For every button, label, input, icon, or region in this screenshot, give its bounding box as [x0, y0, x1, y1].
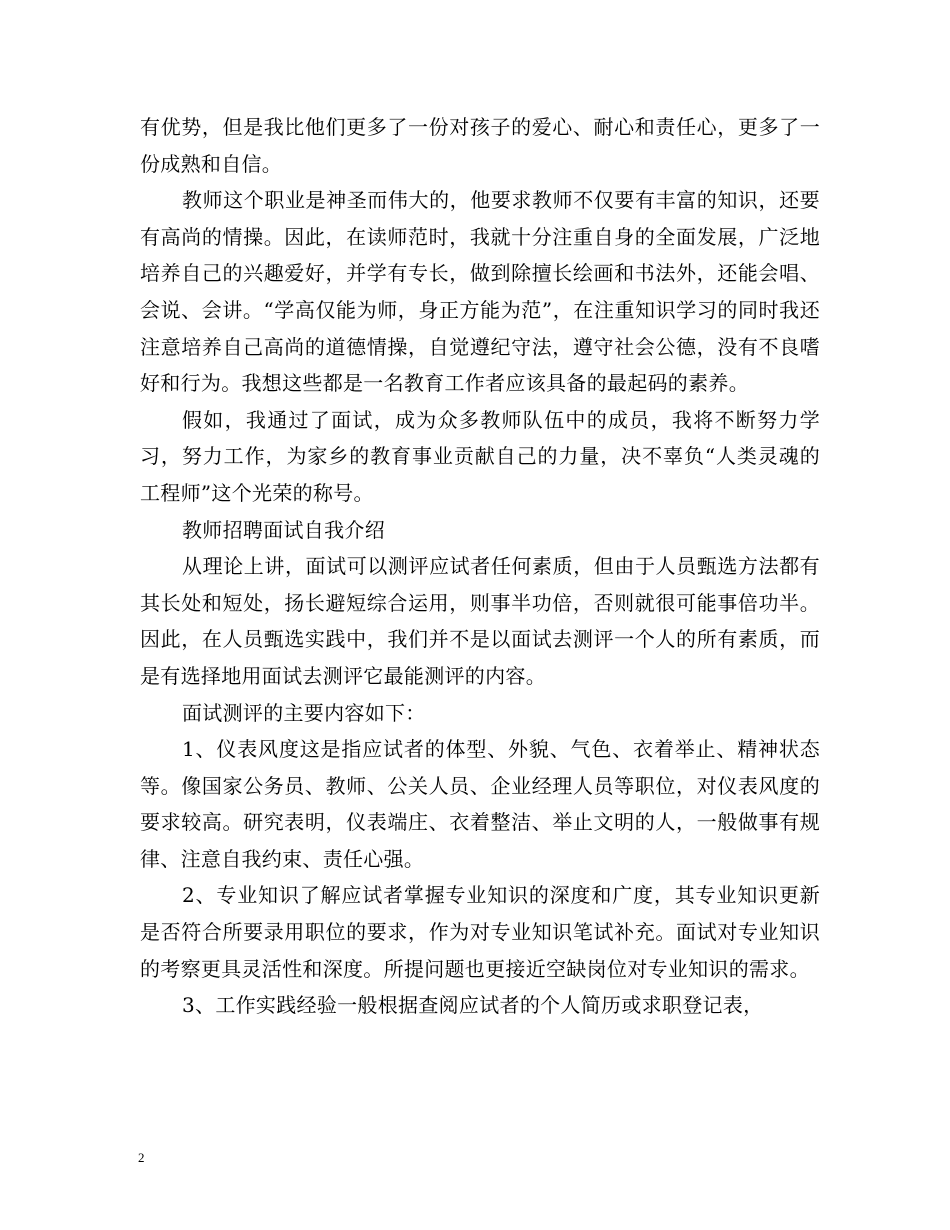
paragraph-1: 有优势，但是我比他们更多了一份对孩子的爱心、耐心和责任心，更多了一份成熟和自信。	[140, 115, 820, 176]
paragraph-3: 假如，我通过了面试，成为众多教师队伍中的成员，我将不断努力学习，努力工作，为家乡的教育事业贡献自己的力量，决不辜负“人类灵魂的工程师”这个光荣的称号。	[140, 407, 820, 505]
paragraph-7: 1、仪表风度这是指应试者的体型、外貌、气色、衣着举止、精神状态等。像国家公务员、教师、公关人员、企业经理人员等职位，对仪表风度的要求较高。研究表明，仪表端庄、衣着整洁、举止文明的人，一般做事有规律、注意自我约束、责任心强。	[140, 737, 820, 871]
paragraph-6: 面试测评的主要内容如下：	[182, 700, 426, 725]
paragraph-5: 从理论上讲，面试可以测评应试者任何素质，但由于人员甄选方法都有其长处和短处，扬长避短综合运用，则事半功倍，否则就很可能事倍功半。因此，在人员甄选实践中，我们并不是以面试去测评一个人的所有素质，而是有选择地用面试去测评它最能测评的内容。	[140, 554, 820, 688]
paragraph-2: 教师这个职业是神圣而伟大的，他要求教师不仅要有丰富的知识，还要有高尚的情操。因此，在读师范时，我就十分注重自身的全面发展，广泛地培养自己的兴趣爱好，并学有专长，做到除擅长绘画和书法外，还能会唱、会说、会讲。“学高仅能为师，身正方能为范”，在注重知识学习的同时我还注意培养自己高尚的道德情操，自觉遵纪守法，遵守社会公德，没有不良嗜好和行为。我想这些都是一名教育工作者应该具备的最起码的素养。	[140, 188, 820, 396]
paragraph-9: 3、工作实践经验一般根据查阅应试者的个人简历或求职登记表，	[182, 993, 764, 1018]
paragraph-8: 2、专业知识了解应试者掌握专业知识的深度和广度，其专业知识更新是否符合所要录用职位的要求，作为对专业知识笔试补充。面试对专业知识的考察更具灵活性和深度。所提问题也更接近空缺岗位对专业知识的需求。	[140, 883, 820, 981]
section-heading: 教师招聘面试自我介绍	[182, 517, 385, 542]
document-body	[140, 109, 820, 1024]
page-number: 2	[138, 1150, 145, 1165]
